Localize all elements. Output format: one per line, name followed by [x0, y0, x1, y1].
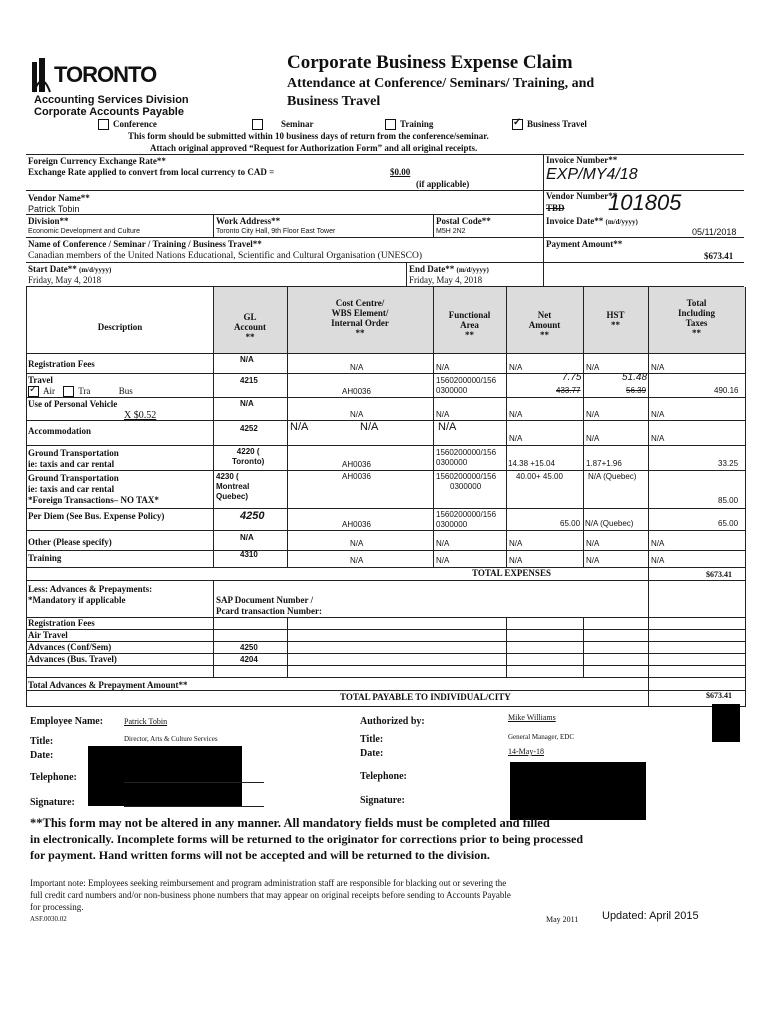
row-vehicle-desc: Use of Personal Vehicle [28, 399, 118, 409]
advance-row-conf-gl[interactable]: 4250 [240, 643, 258, 652]
auth-title-label: Title: [360, 734, 384, 745]
row-ground-toronto-total[interactable]: 33.25 [718, 459, 739, 468]
advance-row-air: Air Travel [28, 630, 68, 640]
row-travel-gl[interactable]: 4215 [240, 376, 258, 385]
row-training-desc: Training [28, 553, 62, 563]
toronto-logo [30, 56, 157, 94]
row-per-diem-gl[interactable]: 4250 [240, 510, 265, 522]
conference-label: Name of Conference / Seminar / Training / Business Travel** [28, 239, 262, 249]
row-other-desc: Other (Please specify) [28, 537, 112, 547]
total-expenses-label: TOTAL EXPENSES [472, 568, 551, 578]
row-registration-func[interactable]: N/A [436, 363, 450, 372]
header-gl: GL Account ** [234, 312, 266, 342]
total-expenses-value: $673.41 [706, 570, 732, 579]
row-per-diem-func[interactable]: 1560200000/156 0300000 [436, 510, 497, 529]
total-advances-label: Total Advances & Prepayment Amount** [28, 680, 188, 690]
row-accommodation-total[interactable]: N/A [651, 434, 665, 443]
row-ground-montreal-cost[interactable]: AH0036 [342, 472, 371, 481]
row-ground-toronto-cost[interactable]: AH0036 [342, 460, 371, 469]
exchange-label: Foreign Currency Exchange Rate** [28, 156, 166, 166]
row-per-diem-total[interactable]: 65.00 [718, 519, 739, 528]
row-registration-desc: Registration Fees [28, 359, 95, 369]
row-travel-total[interactable]: 490.16 [714, 386, 739, 395]
advance-row-registration: Registration Fees [28, 618, 95, 628]
exchange-value[interactable]: $0.00 [390, 167, 411, 177]
row-other-cost[interactable]: N/A [350, 539, 364, 548]
row-registration-net[interactable]: N/A [509, 363, 523, 372]
conference-value[interactable]: Canadian members of the United Nations Educational, Scientific and Cultural Organisation (UNESCO) [28, 251, 422, 261]
row-training-func[interactable]: N/A [436, 556, 450, 565]
row-per-diem-net[interactable]: 65.00 [560, 519, 581, 528]
invoice-date-value[interactable]: 05/11/2018 [692, 227, 737, 237]
row-ground-toronto-net[interactable]: 14.38 +15.04 [508, 459, 555, 468]
form-subtitle-1: Attendance at Conference/ Seminars/ Training, and [287, 76, 595, 91]
end-date-label: End Date** (m/d/yyyy) [409, 264, 489, 274]
form-title: Corporate Business Expense Claim [287, 52, 573, 73]
category-conference[interactable]: Conference [98, 119, 157, 130]
row-travel-desc: Travel [28, 375, 53, 385]
sap-label-2: Pcard transaction Number: [216, 606, 322, 616]
category-business-travel[interactable]: ✓ Business Travel [512, 119, 587, 130]
instruction-line-1: This form should be submitted within 10 business days of return from the conference/seminar. [128, 131, 489, 141]
row-ground-toronto-desc: Ground Transportation [28, 448, 119, 458]
invoice-number-value[interactable]: EXP/MY4/18 [546, 166, 638, 183]
header-net-amount: Net Amount ** [528, 310, 561, 340]
employee-telephone-label: Telephone: [30, 772, 77, 783]
row-travel-hst-handwritten: 51.48 [622, 372, 648, 383]
row-accommodation-extra: N/A [290, 421, 309, 433]
warning-line-3: for payment. Hand written forms will not be accepted and will be returned to the division. [30, 848, 490, 862]
row-other-net[interactable]: N/A [509, 539, 523, 548]
auth-title-value[interactable]: General Manager, EDC [508, 733, 574, 741]
employee-name-label: Employee Name: [30, 716, 104, 727]
row-vehicle-total[interactable]: N/A [651, 410, 665, 419]
division-title: Accounting Services Division [34, 94, 189, 106]
advance-row-conf: Advances (Conf/Sem) [28, 642, 112, 652]
instruction-line-2: Attach original approved “Request for Authorization Form” and all original receipts. [150, 143, 478, 153]
row-travel-cost[interactable]: AH0036 [342, 387, 371, 396]
note-line-1: Important note: Employees seeking reimbursement and program administration staff are responsible for blacking out or severing the [30, 878, 507, 888]
row-training-cost[interactable]: N/A [350, 556, 364, 565]
form-subtitle-2: Business Travel [287, 94, 381, 109]
checkbox-business-travel[interactable] [512, 119, 523, 130]
employee-name-value[interactable]: Patrick Tobin [124, 717, 168, 726]
authorized-by-value[interactable]: Mike Williams [508, 713, 556, 722]
row-ground-toronto-gl[interactable]: 4220 ( Toronto) [232, 447, 265, 466]
header-description: Description [97, 322, 143, 332]
row-registration-total[interactable]: N/A [651, 363, 665, 372]
row-training-hst[interactable]: N/A [586, 556, 600, 565]
redacted-employee-info [88, 746, 242, 806]
row-ground-montreal-note: *Foreign Transactions– NO TAX* [28, 495, 159, 505]
vendor-name-label: Vendor Name** [28, 193, 90, 203]
row-travel-net-handwritten: 7.75 [562, 372, 582, 383]
row-ground-montreal-func[interactable]: 1560200000/156 0300000 [436, 472, 497, 491]
date-code: May 2011 [546, 915, 579, 924]
row-accommodation-func[interactable]: N/A [438, 421, 457, 433]
employee-signature-label: Signature: [30, 797, 75, 808]
exchange-note: (if applicable) [416, 179, 470, 189]
category-training[interactable]: Training [385, 119, 433, 130]
row-registration-gl[interactable]: N/A [240, 355, 254, 364]
payment-amount-value[interactable]: $673.41 [704, 251, 734, 261]
row-vehicle-gl[interactable]: N/A [240, 399, 254, 408]
postal-code-value[interactable]: M5H 2N2 [436, 228, 466, 235]
total-payable-label: TOTAL PAYABLE TO INDIVIDUAL/CITY [340, 692, 511, 702]
header-hst: HST ** [606, 310, 625, 330]
logo-text: TORONTO [54, 62, 157, 87]
category-seminar[interactable]: Seminar [252, 119, 314, 130]
advance-row-travel-gl[interactable]: 4204 [240, 655, 258, 664]
note-line-2: full credit card numbers and/or non-business phone numbers that may appear on original receipts before sending to Accounts Payable [30, 890, 511, 900]
end-date-value[interactable]: Friday, May 4, 2018 [409, 275, 483, 285]
warning-line-1: **This form may not be altered in any manner. All mandatory fields must be completed and filled [30, 816, 550, 830]
vendor-number-value[interactable]: 101805 [608, 190, 682, 215]
auth-signature-label: Signature: [360, 795, 405, 806]
form-code: ASF.0030.02 [30, 915, 67, 923]
warning-line-2: in electronically. Incomplete forms will be returned to the originator for corrections prior to being processed [30, 832, 584, 846]
row-accommodation-hst[interactable]: N/A [586, 434, 600, 443]
row-ground-toronto-func[interactable]: 1560200000/156 0300000 [436, 448, 497, 467]
row-per-diem-cost[interactable]: AH0036 [342, 520, 371, 529]
subdivision-title: Corporate Accounts Payable [34, 106, 184, 118]
header-cost-centre: Cost Centre/ WBS Element/ Internal Order ** [331, 298, 389, 338]
start-date-label: Start Date** (m/d/yyyy) [28, 264, 112, 274]
division-value[interactable]: Economic Development and Culture [28, 228, 141, 235]
invoice-date-label: Invoice Date** (m/d/yyyy) [546, 216, 638, 226]
row-vehicle-net[interactable]: N/A [509, 410, 523, 419]
row-ground-montreal-gl[interactable]: 4230 ( Montreal Quebec) [216, 472, 250, 501]
sap-label: SAP Document Number / [216, 595, 314, 605]
row-travel-modes: ✓Air Tra Bus [28, 386, 133, 397]
row-per-diem-hst[interactable]: N/A (Quebec) [585, 519, 634, 528]
payment-amount-label: Payment Amount** [546, 239, 623, 249]
note-line-3: for processing. [30, 902, 84, 912]
division-label: Division** [28, 216, 69, 226]
advances-sub: *Mandatory if applicable [28, 595, 126, 605]
checkbox-conference[interactable] [98, 119, 109, 130]
redacted-authorizer-info [510, 762, 646, 820]
row-per-diem-desc: Per Diem (See Bus. Expense Policy) [28, 511, 165, 521]
redaction-mark-right [712, 704, 740, 742]
row-ground-montreal-net[interactable]: 40.00+ 45.00 [516, 472, 563, 481]
row-training-total[interactable]: N/A [651, 556, 665, 565]
row-vehicle-hst[interactable]: N/A [586, 410, 600, 419]
updated-label: Updated: April 2015 [602, 910, 699, 922]
row-vehicle-func[interactable]: N/A [436, 410, 450, 419]
row-accommodation-net[interactable]: N/A [509, 434, 523, 443]
vendor-number-label: Vendor Number** [546, 191, 618, 201]
employee-date-label: Date: [30, 750, 54, 761]
row-travel-hst[interactable]: 56.39 [626, 386, 647, 395]
work-address-value[interactable]: Toronto City Hall, 9th Floor East Tower [216, 228, 336, 235]
checkbox-training[interactable] [385, 119, 396, 130]
advance-row-travel: Advances (Bus. Travel) [28, 654, 117, 664]
checkbox-seminar[interactable] [252, 119, 263, 130]
auth-date-label: Date: [360, 748, 384, 759]
header-total: Total Including Taxes ** [677, 298, 716, 338]
row-ground-montreal-hst[interactable]: N/A (Quebec) [588, 472, 637, 481]
row-ground-montreal-sub: ie: taxis and car rental [28, 484, 115, 494]
row-ground-montreal-desc: Ground Transportation [28, 473, 119, 483]
row-accommodation-gl[interactable]: 4252 [240, 424, 258, 433]
auth-date-value[interactable]: 14-May-18 [508, 747, 544, 756]
row-registration-hst[interactable]: N/A [586, 363, 600, 372]
row-other-total[interactable]: N/A [651, 539, 665, 548]
checkbox-air[interactable] [28, 386, 39, 397]
row-vehicle-cost[interactable]: N/A [350, 410, 364, 419]
row-training-gl[interactable]: 4310 [240, 550, 258, 559]
total-payable-value: $673.41 [706, 691, 732, 700]
start-date-value[interactable]: Friday, May 4, 2018 [28, 275, 102, 285]
row-travel-net[interactable]: 433.77 [556, 386, 581, 395]
auth-telephone-label: Telephone: [360, 771, 407, 782]
row-ground-montreal-total[interactable]: 85.00 [718, 496, 739, 505]
invoice-number-label: Invoice Number** [546, 155, 618, 165]
row-other-hst[interactable]: N/A [586, 539, 600, 548]
row-accommodation-cost[interactable]: N/A [360, 421, 379, 433]
checkbox-train[interactable] [63, 386, 74, 397]
work-address-label: Work Address** [216, 216, 281, 226]
employee-title-label: Title: [30, 736, 54, 747]
row-other-gl[interactable]: N/A [240, 533, 254, 542]
row-other-func[interactable]: N/A [436, 539, 450, 548]
header-functional-area: Functional Area ** [448, 310, 491, 340]
row-travel-func[interactable]: 1560200000/156 0300000 [436, 376, 497, 395]
vendor-name-value[interactable]: Patrick Tobin [28, 204, 80, 214]
exchange-sub-label: Exchange Rate applied to convert from local currency to CAD = [28, 167, 275, 177]
postal-code-label: Postal Code** [436, 216, 491, 226]
row-registration-cost[interactable]: N/A [350, 363, 364, 372]
advances-label: Less: Advances & Prepayments: [28, 584, 153, 594]
row-vehicle-rate: X $0.52 [124, 410, 157, 421]
employee-title-value[interactable]: Director, Arts & Culture Services [124, 735, 218, 743]
row-ground-toronto-sub: ie: taxis and car rental [28, 459, 115, 469]
row-accommodation-desc: Accommodation [28, 426, 91, 436]
row-ground-toronto-hst[interactable]: 1.87+1.96 [586, 459, 622, 468]
authorized-by-label: Authorized by: [360, 716, 425, 727]
vendor-number-prefix: TBD [546, 203, 565, 213]
row-training-net[interactable]: N/A [509, 556, 523, 565]
